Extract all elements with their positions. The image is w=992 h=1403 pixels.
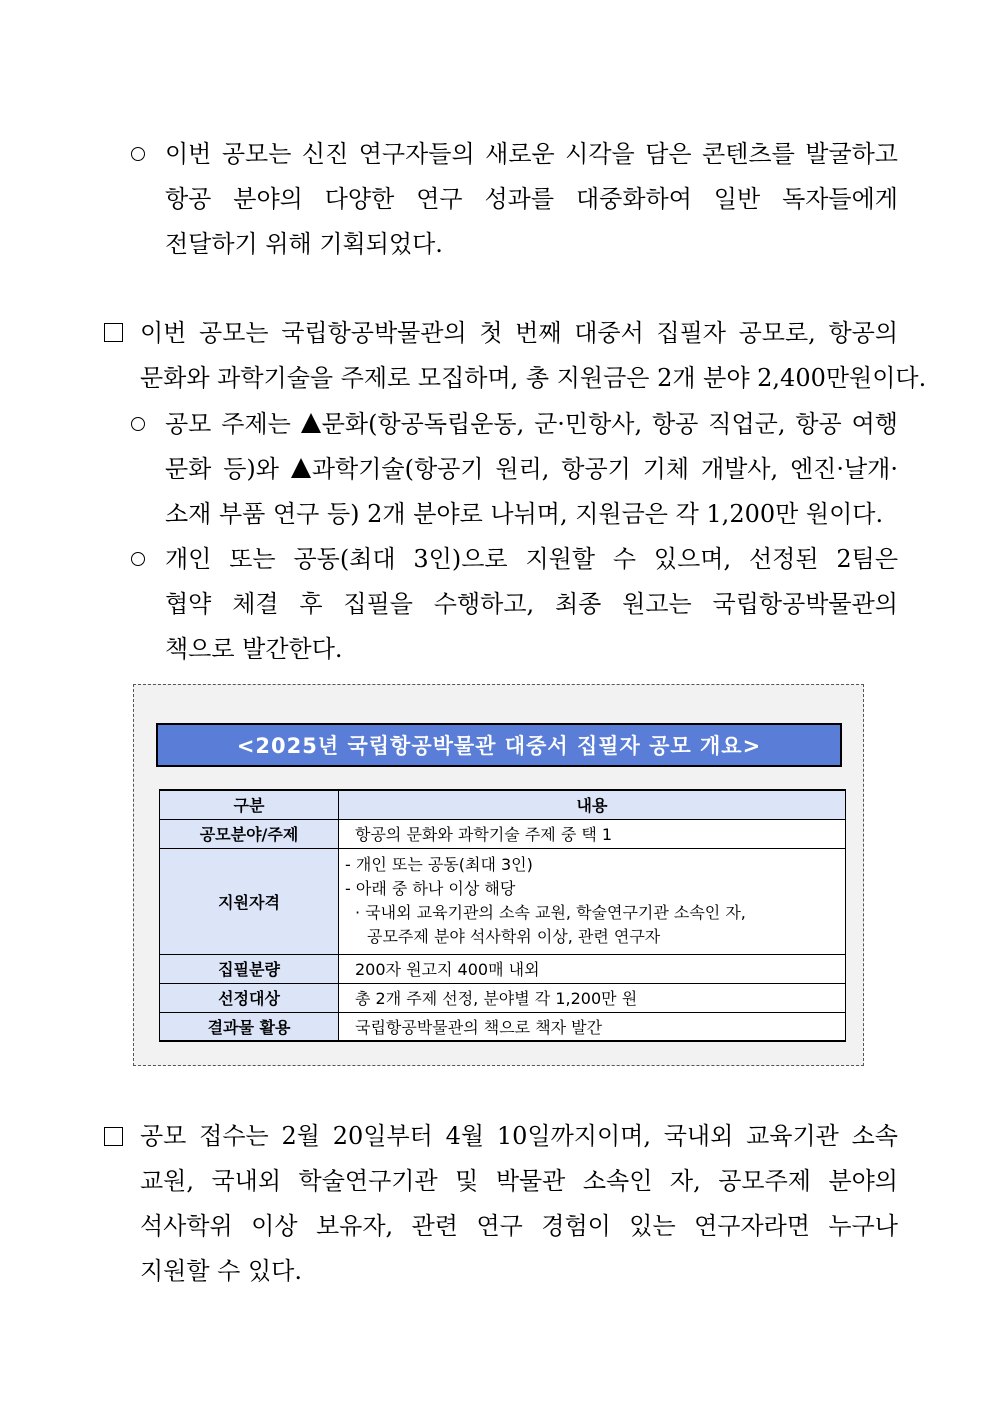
circle-bullet-icon <box>131 417 145 431</box>
row-value: 200자 원고지 400매 내외 <box>339 954 846 983</box>
text-line: 문화와 과학기술을 주제로 모집하며, 총 지원금은 2개 분야 2,400만원이다. <box>140 364 927 392</box>
text-line <box>165 402 898 447</box>
circle-bullet-icon <box>131 147 145 161</box>
value-line: - 개인 또는 공동(최대 3인) <box>345 855 533 874</box>
row-value: 국립항공박물관의 책으로 책자 발간 <box>339 1012 846 1041</box>
value-line: · 국내외 교육기관의 소속 교원, 학술연구기관 소속인 자, <box>355 903 746 922</box>
text-line: 소재 부품 연구 등) 2개 분야로 나뉘며, 지원금은 각 1,200만 원이다. <box>165 500 884 528</box>
row-value: 총 2개 주제 선정, 분야별 각 1,200만 원 <box>339 983 846 1012</box>
table-row <box>160 983 846 1012</box>
triangle-bullet-icon <box>291 458 311 478</box>
row-label: 지원자격 <box>160 848 339 954</box>
text-segment: 과학기술(항공기 원리, 항공기 기체 개발사, 엔진·날개· <box>311 455 898 483</box>
row-label: 선정대상 <box>160 983 339 1012</box>
text-line <box>165 447 898 492</box>
text-segment: 문화(항공독립운동, 군·민항사, 항공 직업군, 항공 여행 <box>321 410 898 438</box>
theme-paragraph <box>165 402 898 537</box>
circle-bullet-icon <box>131 552 145 566</box>
checkbox-icon <box>104 323 123 342</box>
summary-box <box>133 684 864 1066</box>
text-line: 이번 공모는 신진 연구자들의 새로운 시각을 담은 콘텐츠를 발굴하고 <box>165 140 898 168</box>
text-line: 항공 분야의 다양한 연구 성과를 대중화하여 일반 독자들에게 <box>165 185 898 213</box>
row-value: 항공의 문화와 과학기술 주제 중 택 1 <box>339 819 846 848</box>
text-line: 지원할 수 있다. <box>140 1257 302 1285</box>
row-value <box>339 848 846 954</box>
intro-paragraph <box>165 132 898 267</box>
text-line: 교원, 국내외 학술연구기관 및 박물관 소속인 자, 공모주제 분야의 <box>140 1167 898 1195</box>
section2-paragraph <box>140 1114 898 1294</box>
checkbox-icon <box>104 1127 123 1146</box>
table-row <box>160 848 846 954</box>
value-line: 공모주제 분야 석사학위 이상, 관련 연구자 <box>367 927 661 946</box>
row-label: 결과물 활용 <box>160 1012 339 1041</box>
text-segment: 문화 등)와 <box>165 455 291 483</box>
table-row <box>160 1012 846 1041</box>
row-label: 집필분량 <box>160 954 339 983</box>
text-line: 책으로 발간한다. <box>165 635 343 663</box>
text-line: 이번 공모는 국립항공박물관의 첫 번째 대중서 집필자 공모로, 항공의 <box>140 319 898 347</box>
summary-table <box>159 789 846 1042</box>
text-line: 전달하기 위해 기획되었다. <box>165 230 443 258</box>
text-line: 공모 접수는 2월 20일부터 4월 10일까지이며, 국내외 교육기관 소속 <box>140 1122 898 1150</box>
text-line: 개인 또는 공동(최대 3인)으로 지원할 수 있으며, 선정된 2팀은 <box>165 545 898 573</box>
section1-paragraph <box>140 311 927 401</box>
text-line: 협약 체결 후 집필을 수행하고, 최종 원고는 국립항공박물관의 <box>165 590 898 618</box>
header-cell: 구분 <box>160 790 339 819</box>
row-label: 공모분야/주제 <box>160 819 339 848</box>
table-row <box>160 819 846 848</box>
value-line: - 아래 중 하나 이상 해당 <box>345 879 516 898</box>
summary-title: <2025년 국립항공박물관 대중서 집필자 공모 개요> <box>156 723 842 767</box>
table-header-row <box>160 790 846 819</box>
table-row <box>160 954 846 983</box>
header-cell: 내용 <box>339 790 846 819</box>
apply-paragraph <box>165 537 898 672</box>
text-segment: 공모 주제는 <box>165 410 301 438</box>
triangle-bullet-icon <box>301 413 321 433</box>
text-line: 석사학위 이상 보유자, 관련 연구 경험이 있는 연구자라면 누구나 <box>140 1212 898 1240</box>
